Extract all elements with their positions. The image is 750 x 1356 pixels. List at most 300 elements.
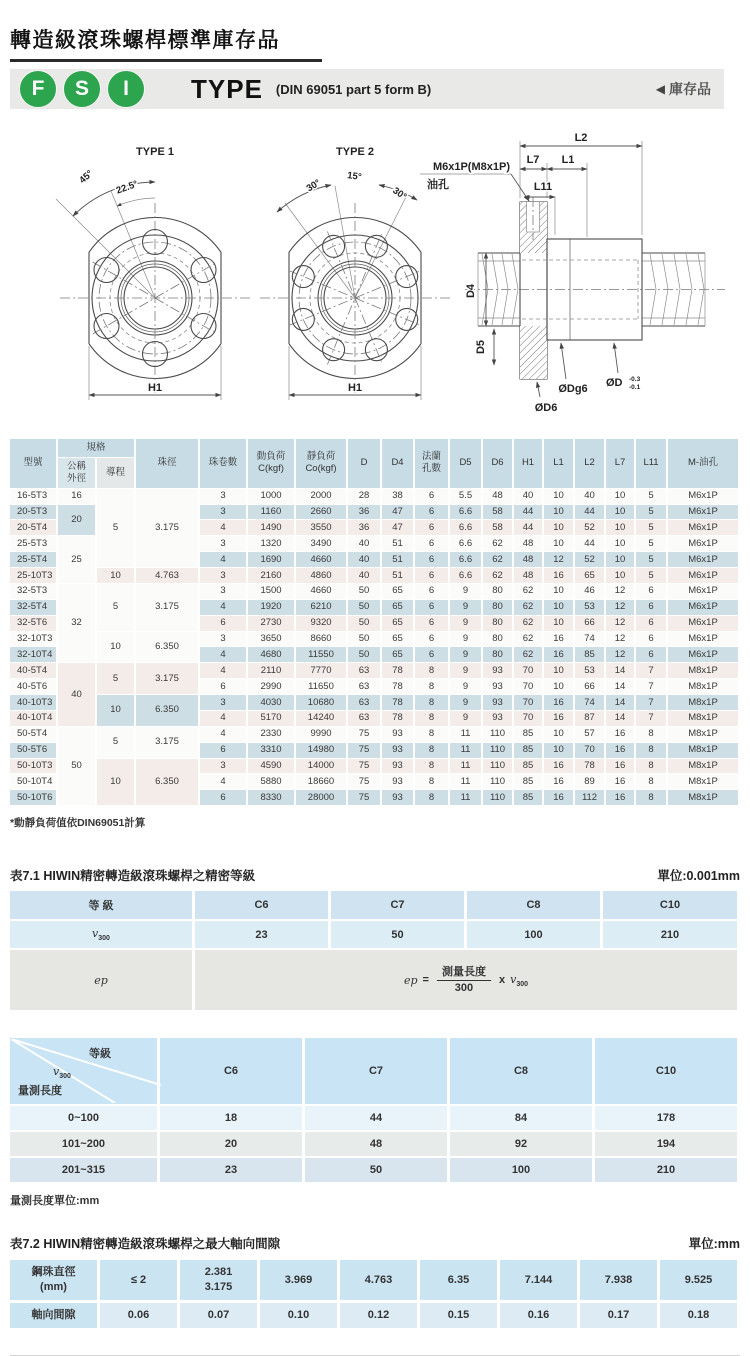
cell: 25-5T4 bbox=[10, 552, 58, 568]
cell: 48 bbox=[305, 1132, 450, 1158]
cell: L7 bbox=[606, 439, 636, 489]
cell: 1160 bbox=[248, 505, 296, 521]
footnote: *動靜負荷值依DIN69051計算 bbox=[10, 817, 146, 830]
cell: 40-5T6 bbox=[10, 679, 58, 695]
cell: 40-5T4 bbox=[10, 663, 58, 679]
oil-hole-thread-label: M6x1P(M8x1P) bbox=[432, 161, 510, 173]
cell: 40 bbox=[58, 663, 97, 727]
cell: 40 bbox=[348, 536, 382, 552]
cell: 28000 bbox=[296, 790, 348, 806]
cell: 10 bbox=[97, 632, 136, 664]
cell: C7 bbox=[305, 1038, 450, 1106]
cell: 珠徑 bbox=[136, 439, 200, 489]
cell: 3490 bbox=[296, 536, 348, 552]
cell: 85 bbox=[514, 774, 544, 790]
cell: 6 bbox=[636, 616, 668, 632]
cell: 公稱 外徑 bbox=[58, 458, 97, 489]
formula-v300: $v_{300}$ bbox=[510, 972, 529, 988]
cell: 18 bbox=[160, 1106, 305, 1132]
cell: 10 bbox=[606, 552, 636, 568]
cell: 14 bbox=[606, 695, 636, 711]
cell: 93 bbox=[483, 663, 514, 679]
cell: 101~200 bbox=[10, 1132, 160, 1158]
cell: 93 bbox=[382, 774, 415, 790]
cell: 6 bbox=[415, 536, 450, 552]
cell: 7.938 bbox=[580, 1260, 660, 1303]
cell: 11650 bbox=[296, 679, 348, 695]
cell: 7 bbox=[636, 695, 668, 711]
cell: 2730 bbox=[248, 616, 296, 632]
cell: 38 bbox=[382, 489, 415, 505]
angle-45-label: 45° bbox=[77, 168, 96, 187]
cell: 4590 bbox=[248, 759, 296, 775]
cell: 8 bbox=[415, 759, 450, 775]
cell: 1000 bbox=[248, 489, 296, 505]
cell: 9 bbox=[450, 616, 483, 632]
cell: 28 bbox=[348, 489, 382, 505]
cell: 48 bbox=[514, 536, 544, 552]
cell: 0~100 bbox=[10, 1106, 160, 1132]
cell: 4 bbox=[200, 711, 248, 727]
cell: 93 bbox=[382, 727, 415, 743]
cell: 靜負荷 Co(kgf) bbox=[296, 439, 348, 489]
cell: 3 bbox=[200, 505, 248, 521]
cell: 0.18 bbox=[660, 1303, 740, 1331]
cell: 9 bbox=[450, 679, 483, 695]
cell: 44 bbox=[575, 505, 606, 521]
cell: 16 bbox=[544, 647, 575, 663]
cell: 75 bbox=[348, 743, 382, 759]
cell: 62 bbox=[483, 568, 514, 584]
cell: 50 bbox=[58, 727, 97, 806]
cell: 6210 bbox=[296, 600, 348, 616]
cell: 63 bbox=[348, 711, 382, 727]
cell: 2330 bbox=[248, 727, 296, 743]
cell: 25-5T3 bbox=[10, 536, 58, 552]
cell: 62 bbox=[514, 600, 544, 616]
cell: 4660 bbox=[296, 584, 348, 600]
cell: 4680 bbox=[248, 647, 296, 663]
cell: 6 bbox=[200, 616, 248, 632]
cell: 型號 bbox=[10, 439, 58, 489]
cell: 0.10 bbox=[260, 1303, 340, 1331]
cell: 4660 bbox=[296, 552, 348, 568]
cell: 47 bbox=[382, 505, 415, 521]
cell: M-油孔 bbox=[668, 439, 740, 489]
cell: 7 bbox=[636, 679, 668, 695]
cell: 50 bbox=[348, 632, 382, 648]
cell: M8x1P bbox=[668, 711, 740, 727]
cell: 6 bbox=[636, 584, 668, 600]
formula-denominator: 300 bbox=[454, 981, 474, 994]
cell: L11 bbox=[636, 439, 668, 489]
cell: 8 bbox=[636, 743, 668, 759]
cell: 16 bbox=[544, 790, 575, 806]
ep-formula bbox=[404, 966, 528, 994]
cell: 65 bbox=[575, 568, 606, 584]
cell: 14 bbox=[606, 663, 636, 679]
cell: 規格 bbox=[58, 439, 136, 458]
cell: 9990 bbox=[296, 727, 348, 743]
cell: 8 bbox=[415, 774, 450, 790]
cell: 9 bbox=[450, 695, 483, 711]
type1-title: TYPE 1 bbox=[136, 146, 174, 158]
cell: 3.175 bbox=[136, 663, 200, 695]
corner-header-cell bbox=[10, 1038, 160, 1106]
cell: M6x1P bbox=[668, 520, 740, 536]
cell: 63 bbox=[348, 679, 382, 695]
dim-label-d6: ØD6 bbox=[534, 402, 558, 414]
grade-table-body bbox=[10, 1106, 740, 1184]
cell: 50-10T6 bbox=[10, 790, 58, 806]
cell: 62 bbox=[514, 632, 544, 648]
cell: 62 bbox=[514, 584, 544, 600]
cell: 65 bbox=[382, 600, 415, 616]
cell: 16 bbox=[544, 774, 575, 790]
cell: 80 bbox=[483, 584, 514, 600]
cell: 57 bbox=[575, 727, 606, 743]
fsi-logo bbox=[19, 70, 145, 108]
cell: 8 bbox=[636, 774, 668, 790]
cell: 100 bbox=[450, 1158, 595, 1184]
cell: 6 bbox=[200, 790, 248, 806]
cell: 10 bbox=[606, 568, 636, 584]
corner-grade-label: 等級 bbox=[89, 1048, 111, 1061]
cell: 3.969 bbox=[260, 1260, 340, 1303]
cell: 10 bbox=[544, 520, 575, 536]
cell: 0.17 bbox=[580, 1303, 660, 1331]
cell: M8x1P bbox=[668, 790, 740, 806]
cell: L2 bbox=[575, 439, 606, 489]
spec-table-head bbox=[10, 439, 740, 489]
cell: 110 bbox=[483, 759, 514, 775]
cell: 16 bbox=[606, 759, 636, 775]
cell: 16 bbox=[544, 632, 575, 648]
table-row bbox=[10, 568, 740, 584]
precision-grade-table bbox=[10, 891, 740, 1012]
cell: 4 bbox=[200, 600, 248, 616]
cell: 導程 bbox=[97, 458, 136, 489]
cell: 1500 bbox=[248, 584, 296, 600]
cell bbox=[10, 921, 195, 950]
cell: 85 bbox=[514, 727, 544, 743]
dim-label-dd: ØD bbox=[606, 377, 623, 389]
cell: 0.12 bbox=[340, 1303, 420, 1331]
cell: 3.175 bbox=[136, 727, 200, 759]
table-row bbox=[10, 891, 740, 921]
cell: 78 bbox=[382, 711, 415, 727]
cell: M6x1P bbox=[668, 568, 740, 584]
cell: 3650 bbox=[248, 632, 296, 648]
cell: 8 bbox=[415, 790, 450, 806]
table-row bbox=[10, 489, 740, 505]
cell: 50 bbox=[348, 647, 382, 663]
cell: 178 bbox=[595, 1106, 740, 1132]
cell: 70 bbox=[514, 695, 544, 711]
cell: 珠卷數 bbox=[200, 439, 248, 489]
cell: 78 bbox=[382, 679, 415, 695]
cell: 32-5T6 bbox=[10, 616, 58, 632]
type2-title: TYPE 2 bbox=[336, 146, 374, 158]
cell: 6.350 bbox=[136, 759, 200, 807]
table-row bbox=[10, 584, 740, 600]
technical-drawings bbox=[10, 113, 740, 435]
t71-title-row bbox=[10, 866, 740, 884]
axial-play-table-body bbox=[10, 1260, 740, 1331]
cell: 46 bbox=[575, 584, 606, 600]
cell: 4 bbox=[200, 647, 248, 663]
type2-drawing bbox=[260, 146, 450, 400]
cell: 58 bbox=[483, 505, 514, 521]
cell: 20 bbox=[58, 505, 97, 537]
cell: 6.6 bbox=[450, 536, 483, 552]
cell: 4860 bbox=[296, 568, 348, 584]
cell: 50-5T6 bbox=[10, 743, 58, 759]
table-row bbox=[10, 1260, 740, 1303]
cell: 5170 bbox=[248, 711, 296, 727]
cell: 等 級 bbox=[10, 891, 195, 921]
cell: H1 bbox=[514, 439, 544, 489]
cell: 75 bbox=[348, 774, 382, 790]
cell: 1490 bbox=[248, 520, 296, 536]
table-row bbox=[10, 1106, 740, 1132]
cell: 12 bbox=[606, 647, 636, 663]
cell: 動負荷 C(kgf) bbox=[248, 439, 296, 489]
cell: 10 bbox=[544, 584, 575, 600]
formula-numerator: 測量長度 bbox=[437, 966, 491, 981]
cell: 6 bbox=[415, 632, 450, 648]
cell: 5 bbox=[636, 505, 668, 521]
cell: M6x1P bbox=[668, 647, 740, 663]
cell: 3 bbox=[200, 759, 248, 775]
cell: 2110 bbox=[248, 663, 296, 679]
cell: 12 bbox=[606, 616, 636, 632]
cell: 16 bbox=[544, 711, 575, 727]
dim-label-l7: L7 bbox=[526, 154, 540, 166]
cell: 9.525 bbox=[660, 1260, 740, 1303]
cell: 14240 bbox=[296, 711, 348, 727]
cell: 62 bbox=[483, 536, 514, 552]
cell: 62 bbox=[483, 552, 514, 568]
cell: 10 bbox=[606, 536, 636, 552]
stock-label: 庫存品 bbox=[669, 81, 711, 97]
cell: 10 bbox=[97, 695, 136, 727]
type-heading: TYPE bbox=[191, 73, 263, 104]
cell: C6 bbox=[195, 891, 331, 921]
cell: 40 bbox=[348, 568, 382, 584]
cell: 6 bbox=[415, 600, 450, 616]
page-title: 轉造級滾珠螺桿標準庫存品 bbox=[10, 29, 280, 52]
stock-tag bbox=[656, 79, 711, 99]
cell: 6.35 bbox=[420, 1260, 500, 1303]
cell: 6 bbox=[200, 679, 248, 695]
cell: 80 bbox=[483, 600, 514, 616]
cell: 14 bbox=[606, 711, 636, 727]
cell: 0.15 bbox=[420, 1303, 500, 1331]
cell: 110 bbox=[483, 743, 514, 759]
formula-times: x bbox=[498, 974, 506, 987]
cell: 16 bbox=[606, 727, 636, 743]
cell: 51 bbox=[382, 568, 415, 584]
cell: 6.350 bbox=[136, 695, 200, 727]
cell: 53 bbox=[575, 663, 606, 679]
cell: 20-5T3 bbox=[10, 505, 58, 521]
cell: M6x1P bbox=[668, 600, 740, 616]
cell: 8 bbox=[415, 695, 450, 711]
cell: 210 bbox=[595, 1158, 740, 1184]
cell: 48 bbox=[483, 489, 514, 505]
cell: 78 bbox=[382, 695, 415, 711]
h1-label-type2: H1 bbox=[347, 382, 363, 394]
cell: 23 bbox=[160, 1158, 305, 1184]
cell: M8x1P bbox=[668, 695, 740, 711]
cell: 7 bbox=[636, 663, 668, 679]
cell: 62 bbox=[514, 616, 544, 632]
cell: 6 bbox=[415, 489, 450, 505]
formula-cell bbox=[195, 950, 740, 1012]
cell: 10 bbox=[544, 727, 575, 743]
cell: 14980 bbox=[296, 743, 348, 759]
cell: 12 bbox=[606, 600, 636, 616]
t72-unit: 單位:mm bbox=[688, 1237, 740, 1252]
table-row bbox=[10, 1038, 740, 1106]
cell: 4.763 bbox=[136, 568, 200, 584]
cell: 18660 bbox=[296, 774, 348, 790]
cell: 3 bbox=[200, 695, 248, 711]
cell: 20 bbox=[160, 1132, 305, 1158]
cell: 6 bbox=[415, 616, 450, 632]
cell: 100 bbox=[467, 921, 603, 950]
cell: L1 bbox=[544, 439, 575, 489]
cell: 10 bbox=[97, 759, 136, 807]
grade-length-table bbox=[10, 1038, 740, 1184]
cell: D4 bbox=[382, 439, 415, 489]
cell: 89 bbox=[575, 774, 606, 790]
cell: M6x1P bbox=[668, 489, 740, 505]
cell: 5.5 bbox=[450, 489, 483, 505]
cell: 80 bbox=[483, 632, 514, 648]
cell: 32 bbox=[58, 584, 97, 663]
cell: 8 bbox=[636, 727, 668, 743]
cell: M6x1P bbox=[668, 536, 740, 552]
table-row bbox=[10, 663, 740, 679]
cell: 14 bbox=[606, 679, 636, 695]
cell: 52 bbox=[575, 552, 606, 568]
cell: 210 bbox=[603, 921, 740, 950]
t71-title: 表7.1 HIWIN精密轉造級滾珠螺桿之精密等級 bbox=[10, 869, 256, 884]
cell: 40 bbox=[575, 489, 606, 505]
cell: 9 bbox=[450, 632, 483, 648]
type1-drawing bbox=[56, 146, 250, 400]
cell: 9320 bbox=[296, 616, 348, 632]
cell: 70 bbox=[514, 711, 544, 727]
cell: C7 bbox=[331, 891, 467, 921]
cell: 63 bbox=[348, 663, 382, 679]
cell: 6 bbox=[636, 647, 668, 663]
cell: 63 bbox=[348, 695, 382, 711]
cell: M8x1P bbox=[668, 727, 740, 743]
cell: 16 bbox=[606, 774, 636, 790]
cell: M6x1P bbox=[668, 632, 740, 648]
cell: 112 bbox=[575, 790, 606, 806]
angle-30-right-label: 30° bbox=[390, 185, 409, 203]
cell: 93 bbox=[382, 790, 415, 806]
cell: 2160 bbox=[248, 568, 296, 584]
cell: 65 bbox=[382, 632, 415, 648]
cell: C8 bbox=[450, 1038, 595, 1106]
angle-22-5-label: 22.5° bbox=[114, 178, 140, 197]
cell: 3.175 bbox=[136, 584, 200, 632]
cell: 6 bbox=[415, 647, 450, 663]
cell: 6 bbox=[415, 520, 450, 536]
cell: 40-10T3 bbox=[10, 695, 58, 711]
cell: C10 bbox=[595, 1038, 740, 1106]
cell: 85 bbox=[514, 743, 544, 759]
cell: 5 bbox=[97, 584, 136, 632]
cell: 80 bbox=[483, 616, 514, 632]
table-row bbox=[10, 1303, 740, 1331]
dim-label-d5: D5 bbox=[475, 339, 487, 355]
cell: 48 bbox=[514, 568, 544, 584]
cell: 10 bbox=[544, 743, 575, 759]
cell: 25 bbox=[58, 536, 97, 584]
cell: 11 bbox=[450, 727, 483, 743]
cell: 2000 bbox=[296, 489, 348, 505]
cell: 87 bbox=[575, 711, 606, 727]
cell: M8x1P bbox=[668, 679, 740, 695]
t71-unit: 單位:0.001mm bbox=[657, 869, 740, 884]
cell: 9 bbox=[450, 584, 483, 600]
cell: 32-10T3 bbox=[10, 632, 58, 648]
cell: 50-10T4 bbox=[10, 774, 58, 790]
cell: 110 bbox=[483, 774, 514, 790]
type-spec: (DIN 69051 part 5 form B) bbox=[275, 81, 432, 97]
cell: 8 bbox=[415, 743, 450, 759]
cell: 50 bbox=[348, 616, 382, 632]
cell: 8 bbox=[415, 679, 450, 695]
cell: 9 bbox=[450, 663, 483, 679]
cell: 0.07 bbox=[180, 1303, 260, 1331]
cell: 84 bbox=[450, 1106, 595, 1132]
cell: 6 bbox=[636, 600, 668, 616]
cell: 80 bbox=[483, 647, 514, 663]
cell: 6 bbox=[415, 552, 450, 568]
cell: 10 bbox=[544, 616, 575, 632]
cell: 10 bbox=[544, 663, 575, 679]
cell: 75 bbox=[348, 759, 382, 775]
cell: 50 bbox=[331, 921, 467, 950]
cell: 5 bbox=[97, 489, 136, 568]
cell: 10 bbox=[544, 536, 575, 552]
cell: 11 bbox=[450, 743, 483, 759]
cell: 6 bbox=[636, 632, 668, 648]
table-row bbox=[10, 1132, 740, 1158]
cell: 4 bbox=[200, 520, 248, 536]
cell: 3 bbox=[200, 536, 248, 552]
corner-content bbox=[11, 1039, 161, 1103]
cell: 2660 bbox=[296, 505, 348, 521]
cell: 16 bbox=[606, 790, 636, 806]
cell: 62 bbox=[514, 647, 544, 663]
cell: ≤ 2 bbox=[100, 1260, 180, 1303]
cell: 47 bbox=[382, 520, 415, 536]
cell: 50 bbox=[305, 1158, 450, 1184]
formula-equals: = bbox=[422, 974, 429, 987]
cell: 44 bbox=[305, 1106, 450, 1132]
cell: 65 bbox=[382, 616, 415, 632]
cell: 58 bbox=[483, 520, 514, 536]
dim-label-dd-tol-upper: -0.3 bbox=[629, 376, 641, 383]
